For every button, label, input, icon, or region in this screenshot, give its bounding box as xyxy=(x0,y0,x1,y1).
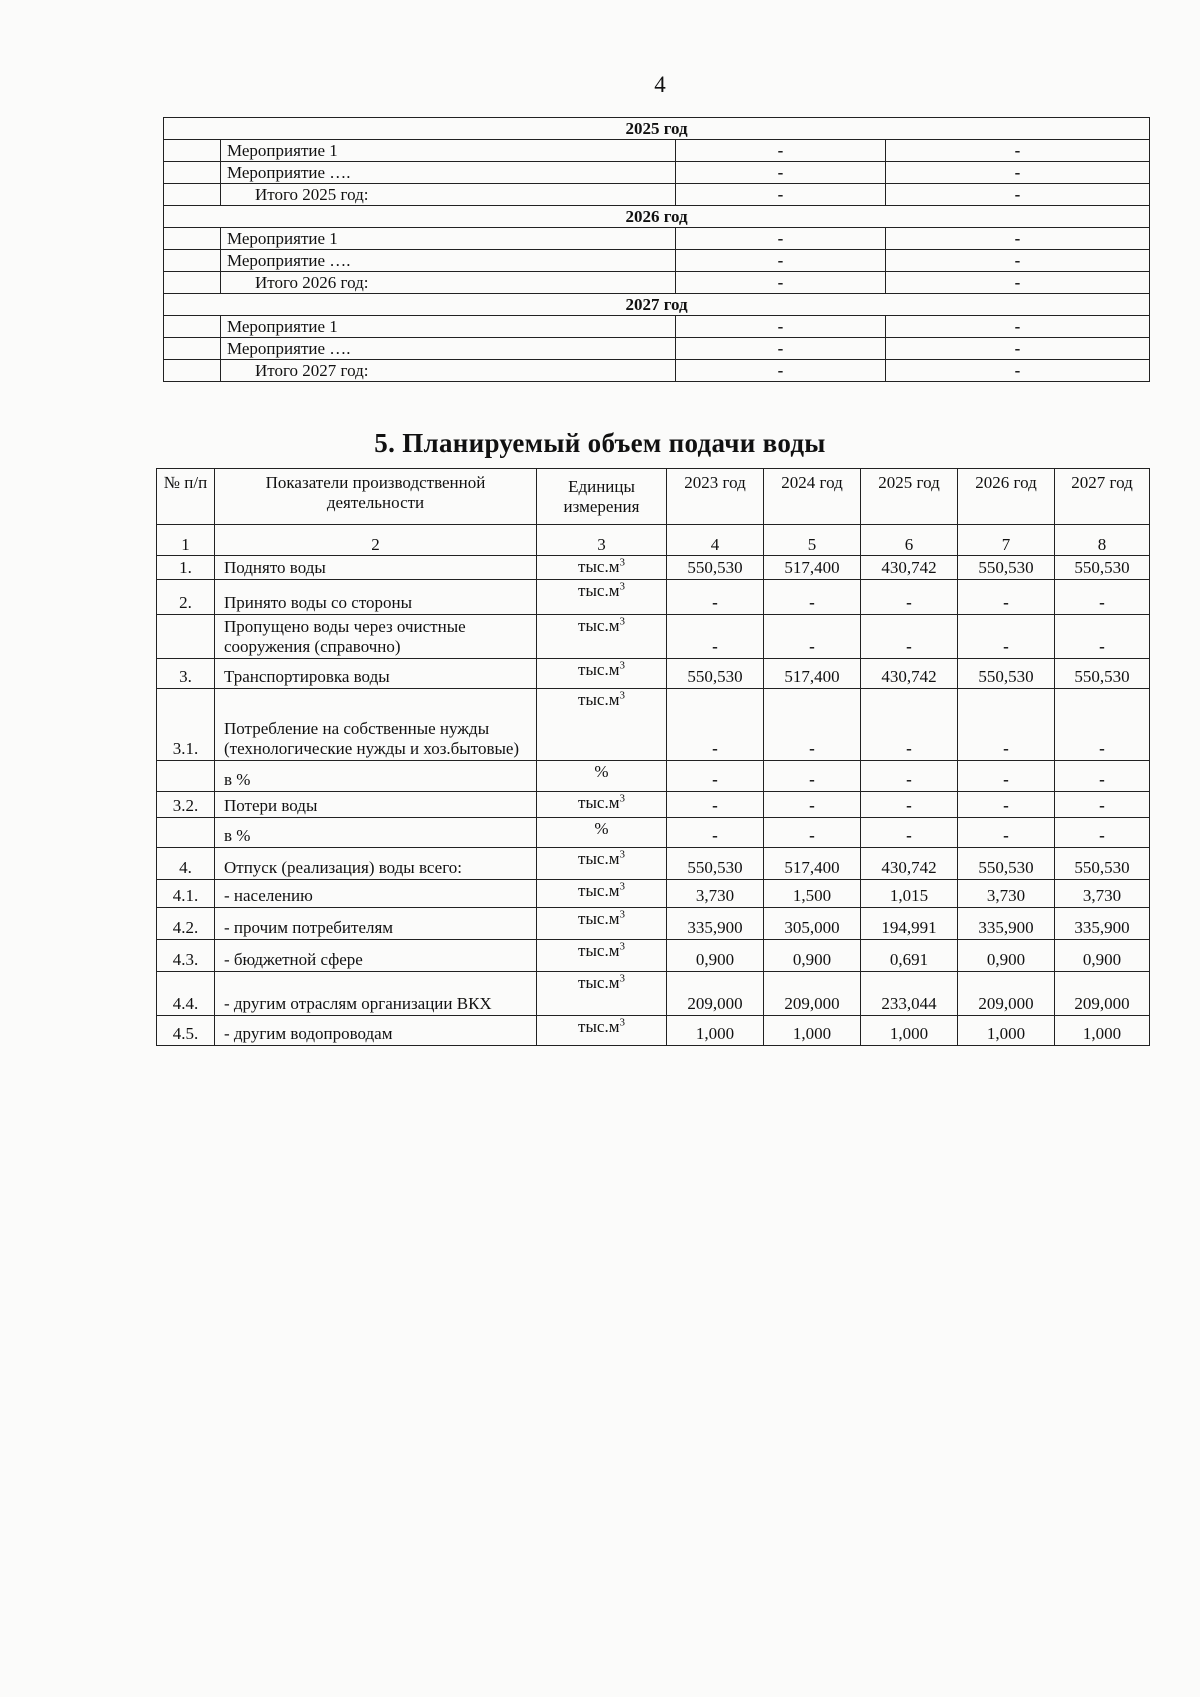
row-number-cell xyxy=(164,360,221,382)
unit-text: тыс.м xyxy=(578,941,620,960)
value-cell: - xyxy=(667,580,764,615)
value-cell: 3,730 xyxy=(667,880,764,908)
value-cell: - xyxy=(667,792,764,818)
header-year-2026: 2026 год xyxy=(958,469,1055,525)
column-number: 5 xyxy=(764,525,861,556)
unit-text: тыс.м xyxy=(578,690,620,709)
row-number: 2. xyxy=(157,580,215,615)
table-row xyxy=(157,556,1150,580)
unit-cell: % xyxy=(537,761,667,792)
value-cell: 550,530 xyxy=(958,659,1055,689)
value-cell: 0,900 xyxy=(764,940,861,972)
value-cell: - xyxy=(676,250,886,272)
total-label: Итого 2026 год: xyxy=(221,272,676,294)
header-num: № п/п xyxy=(157,469,215,525)
value-cell: - xyxy=(764,818,861,848)
value-cell: 1,015 xyxy=(861,880,958,908)
row-number: 4.2. xyxy=(157,908,215,940)
value-cell: - xyxy=(861,792,958,818)
value-cell: - xyxy=(676,360,886,382)
unit-cell xyxy=(537,848,667,880)
indicator-name: в % xyxy=(215,818,537,848)
table-row xyxy=(157,792,1150,818)
unit-cell xyxy=(537,908,667,940)
row-number: 4. xyxy=(157,848,215,880)
value-cell: - xyxy=(861,818,958,848)
event-name: Мероприятие …. xyxy=(221,250,676,272)
row-number: 3.1. xyxy=(157,689,215,761)
events-table xyxy=(163,117,1150,382)
column-number-row xyxy=(157,525,1150,556)
column-number: 3 xyxy=(537,525,667,556)
header-indicator: Показатели производственной деятельности xyxy=(215,469,537,525)
unit-exponent: 3 xyxy=(619,659,625,672)
value-cell: - xyxy=(676,140,886,162)
value-cell: 550,530 xyxy=(958,556,1055,580)
section-title: 5. Планируемый объем подачи воды xyxy=(374,428,826,458)
value-cell: - xyxy=(958,580,1055,615)
indicator-name: - бюджетной сфере xyxy=(215,940,537,972)
indicator-name: Потребление на собственные нужды (технологические нужды и хоз.бытовые) xyxy=(215,689,537,761)
unit-text: тыс.м xyxy=(578,849,620,868)
value-cell: - xyxy=(676,338,886,360)
table-row xyxy=(164,228,1150,250)
unit-exponent: 3 xyxy=(619,792,625,805)
table-row xyxy=(164,360,1150,382)
row-number xyxy=(157,818,215,848)
value-cell: 430,742 xyxy=(861,556,958,580)
value-cell: 0,900 xyxy=(958,940,1055,972)
unit-exponent: 3 xyxy=(619,556,625,569)
indicator-name: - другим отраслям организации ВКХ xyxy=(215,972,537,1016)
year-header: 2026 год xyxy=(164,206,1150,228)
row-number: 1. xyxy=(157,556,215,580)
unit-exponent: 3 xyxy=(619,848,625,861)
table-row xyxy=(164,338,1150,360)
column-number: 6 xyxy=(861,525,958,556)
indicator-name: Принято воды со стороны xyxy=(215,580,537,615)
unit-exponent: 3 xyxy=(619,880,625,893)
header-year-2025: 2025 год xyxy=(861,469,958,525)
value-cell: 1,000 xyxy=(1055,1016,1150,1046)
unit-cell xyxy=(537,1016,667,1046)
event-name: Мероприятие 1 xyxy=(221,140,676,162)
header-year-2023: 2023 год xyxy=(667,469,764,525)
value-cell: - xyxy=(861,689,958,761)
row-number: 4.1. xyxy=(157,880,215,908)
value-cell: - xyxy=(667,689,764,761)
event-name: Мероприятие …. xyxy=(221,162,676,184)
value-cell: 550,530 xyxy=(1055,556,1150,580)
value-cell: - xyxy=(764,689,861,761)
indicator-name: Поднято воды xyxy=(215,556,537,580)
value-cell: - xyxy=(1055,792,1150,818)
header-unit: Единицы измерения xyxy=(537,469,667,525)
value-cell: 209,000 xyxy=(958,972,1055,1016)
row-number-cell xyxy=(164,228,221,250)
table-row xyxy=(157,908,1150,940)
value-cell: - xyxy=(676,272,886,294)
value-cell: - xyxy=(667,818,764,848)
unit-cell xyxy=(537,556,667,580)
value-cell: 1,000 xyxy=(861,1016,958,1046)
table-row xyxy=(157,615,1150,659)
value-cell: - xyxy=(958,615,1055,659)
table-row xyxy=(157,761,1150,792)
value-cell: - xyxy=(676,316,886,338)
table-row xyxy=(157,880,1150,908)
table-row xyxy=(164,140,1150,162)
table-row xyxy=(164,250,1150,272)
value-cell: 3,730 xyxy=(958,880,1055,908)
value-cell: - xyxy=(958,792,1055,818)
value-cell: - xyxy=(764,761,861,792)
value-cell: 335,900 xyxy=(1055,908,1150,940)
table-row xyxy=(157,818,1150,848)
value-cell: - xyxy=(764,792,861,818)
unit-text: тыс.м xyxy=(578,660,620,679)
value-cell: - xyxy=(886,272,1150,294)
unit-exponent: 3 xyxy=(619,615,625,628)
value-cell: - xyxy=(886,316,1150,338)
table-row xyxy=(157,659,1150,689)
unit-text: тыс.м xyxy=(578,616,620,635)
page-number: 4 xyxy=(654,72,666,97)
unit-cell xyxy=(537,940,667,972)
indicator-name: - населению xyxy=(215,880,537,908)
value-cell: - xyxy=(1055,615,1150,659)
value-cell: - xyxy=(676,228,886,250)
value-cell: 517,400 xyxy=(764,659,861,689)
value-cell: 0,691 xyxy=(861,940,958,972)
value-cell: - xyxy=(1055,818,1150,848)
value-cell: - xyxy=(958,761,1055,792)
unit-exponent: 3 xyxy=(619,972,625,985)
value-cell: 209,000 xyxy=(764,972,861,1016)
row-number: 3. xyxy=(157,659,215,689)
indicator-name: Пропущено воды через очистные сооружения (справочно) xyxy=(215,615,537,659)
unit-text: тыс.м xyxy=(578,973,620,992)
table-row xyxy=(164,162,1150,184)
unit-exponent: 3 xyxy=(619,940,625,953)
row-number-cell xyxy=(164,316,221,338)
value-cell: 209,000 xyxy=(667,972,764,1016)
column-number: 8 xyxy=(1055,525,1150,556)
value-cell: 550,530 xyxy=(667,556,764,580)
year-header: 2027 год xyxy=(164,294,1150,316)
value-cell: 517,400 xyxy=(764,556,861,580)
value-cell: - xyxy=(1055,761,1150,792)
value-cell: - xyxy=(861,615,958,659)
table-row xyxy=(157,580,1150,615)
unit-exponent: 3 xyxy=(619,689,625,702)
row-number: 4.3. xyxy=(157,940,215,972)
value-cell: - xyxy=(886,162,1150,184)
value-cell: - xyxy=(886,228,1150,250)
column-number: 1 xyxy=(157,525,215,556)
value-cell: 0,900 xyxy=(667,940,764,972)
value-cell: 3,730 xyxy=(1055,880,1150,908)
table-row xyxy=(157,689,1150,761)
year-header-row xyxy=(164,118,1150,140)
row-number-cell xyxy=(164,184,221,206)
header-year-2027: 2027 год xyxy=(1055,469,1150,525)
unit-cell: % xyxy=(537,818,667,848)
event-name: Мероприятие 1 xyxy=(221,228,676,250)
row-number-cell xyxy=(164,140,221,162)
table-row xyxy=(164,272,1150,294)
event-name: Мероприятие …. xyxy=(221,338,676,360)
value-cell: 0,900 xyxy=(1055,940,1150,972)
table-row xyxy=(157,848,1150,880)
value-cell: - xyxy=(676,162,886,184)
indicator-name: в % xyxy=(215,761,537,792)
value-cell: - xyxy=(886,184,1150,206)
value-cell: 550,530 xyxy=(667,659,764,689)
row-number-cell xyxy=(164,162,221,184)
table-row xyxy=(157,972,1150,1016)
value-cell: - xyxy=(861,761,958,792)
year-header-row xyxy=(164,206,1150,228)
unit-cell xyxy=(537,659,667,689)
value-cell: 430,742 xyxy=(861,848,958,880)
value-cell: - xyxy=(861,580,958,615)
value-cell: - xyxy=(958,689,1055,761)
column-number: 7 xyxy=(958,525,1055,556)
water-supply-table xyxy=(156,468,1150,1046)
unit-text: тыс.м xyxy=(578,909,620,928)
value-cell: 194,991 xyxy=(861,908,958,940)
table-row xyxy=(164,184,1150,206)
column-number: 4 xyxy=(667,525,764,556)
row-number-cell xyxy=(164,338,221,360)
value-cell: 233,044 xyxy=(861,972,958,1016)
unit-exponent: 3 xyxy=(619,908,625,921)
unit-exponent: 3 xyxy=(619,1016,625,1029)
value-cell: - xyxy=(1055,580,1150,615)
value-cell: - xyxy=(886,140,1150,162)
unit-cell xyxy=(537,972,667,1016)
unit-text: тыс.м xyxy=(578,581,620,600)
value-cell: 517,400 xyxy=(764,848,861,880)
value-cell: 1,000 xyxy=(764,1016,861,1046)
value-cell: - xyxy=(764,615,861,659)
unit-cell xyxy=(537,792,667,818)
unit-cell xyxy=(537,580,667,615)
value-cell: 1,000 xyxy=(958,1016,1055,1046)
event-name: Мероприятие 1 xyxy=(221,316,676,338)
indicator-name: Отпуск (реализация) воды всего: xyxy=(215,848,537,880)
unit-text: тыс.м xyxy=(578,881,620,900)
value-cell: - xyxy=(667,761,764,792)
total-label: Итого 2027 год: xyxy=(221,360,676,382)
unit-cell xyxy=(537,615,667,659)
row-number: 4.4. xyxy=(157,972,215,1016)
value-cell: 305,000 xyxy=(764,908,861,940)
value-cell: - xyxy=(676,184,886,206)
value-cell: 550,530 xyxy=(958,848,1055,880)
year-header-row xyxy=(164,294,1150,316)
table-row xyxy=(164,316,1150,338)
row-number xyxy=(157,761,215,792)
row-number: 4.5. xyxy=(157,1016,215,1046)
value-cell: - xyxy=(886,338,1150,360)
unit-exponent: 3 xyxy=(619,580,625,593)
value-cell: 550,530 xyxy=(667,848,764,880)
total-label: Итого 2025 год: xyxy=(221,184,676,206)
unit-text: тыс.м xyxy=(578,1017,620,1036)
row-number xyxy=(157,615,215,659)
value-cell: 1,500 xyxy=(764,880,861,908)
unit-text: тыс.м xyxy=(578,557,620,576)
row-number: 3.2. xyxy=(157,792,215,818)
indicator-name: - другим водопроводам xyxy=(215,1016,537,1046)
unit-cell xyxy=(537,880,667,908)
row-number-cell xyxy=(164,272,221,294)
value-cell: 550,530 xyxy=(1055,659,1150,689)
unit-text: тыс.м xyxy=(578,793,620,812)
value-cell: - xyxy=(886,360,1150,382)
value-cell: - xyxy=(1055,689,1150,761)
value-cell: - xyxy=(667,615,764,659)
indicator-name: - прочим потребителям xyxy=(215,908,537,940)
year-header: 2025 год xyxy=(164,118,1150,140)
indicator-name: Транспортировка воды xyxy=(215,659,537,689)
value-cell: - xyxy=(886,250,1150,272)
value-cell: 335,900 xyxy=(958,908,1055,940)
value-cell: 1,000 xyxy=(667,1016,764,1046)
value-cell: 430,742 xyxy=(861,659,958,689)
indicator-name: Потери воды xyxy=(215,792,537,818)
column-number: 2 xyxy=(215,525,537,556)
header-row xyxy=(157,469,1150,525)
value-cell: - xyxy=(764,580,861,615)
value-cell: 335,900 xyxy=(667,908,764,940)
unit-cell xyxy=(537,689,667,761)
value-cell: - xyxy=(958,818,1055,848)
row-number-cell xyxy=(164,250,221,272)
value-cell: 209,000 xyxy=(1055,972,1150,1016)
value-cell: 550,530 xyxy=(1055,848,1150,880)
header-year-2024: 2024 год xyxy=(764,469,861,525)
table-row xyxy=(157,940,1150,972)
table-row xyxy=(157,1016,1150,1046)
